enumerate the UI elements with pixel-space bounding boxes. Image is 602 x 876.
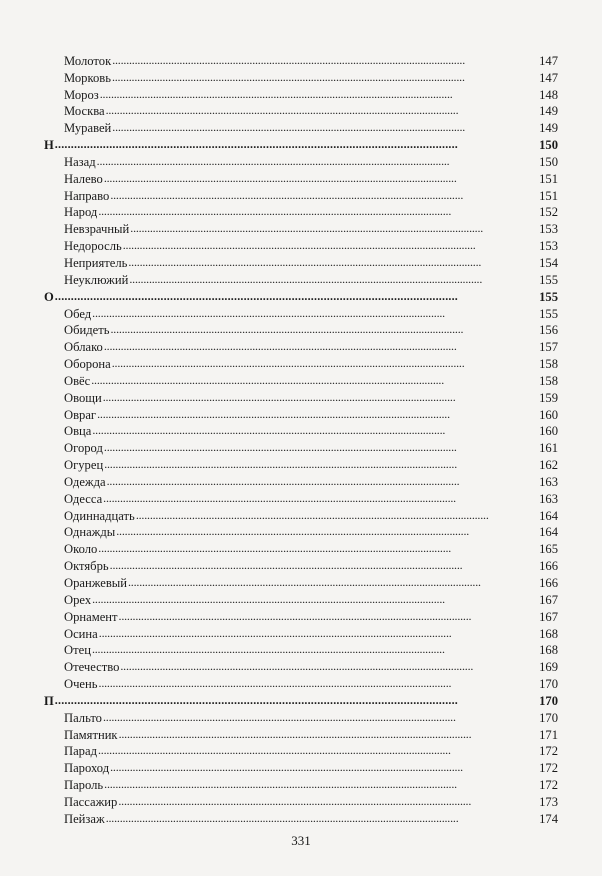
toc-entry-label: Пароль — [64, 778, 104, 793]
toc-entry-page: 158 — [539, 357, 558, 372]
toc-entry-page: 174 — [539, 811, 558, 826]
toc-entry — [44, 539, 558, 556]
toc-entry — [44, 792, 558, 809]
toc-section-heading — [44, 691, 558, 708]
toc-entry — [44, 219, 558, 236]
toc-entry-label: Огурец — [64, 458, 104, 473]
toc-entry — [44, 607, 558, 624]
dot-leader — [92, 424, 538, 438]
toc-entry-label: Пассажир — [64, 794, 118, 809]
dot-leader — [110, 761, 538, 775]
toc-section-heading — [44, 287, 558, 304]
toc-entry-label: Овощи — [64, 390, 102, 405]
dot-leader — [110, 559, 538, 573]
toc-entry-label: Октябрь — [64, 559, 109, 574]
toc-entry — [44, 102, 558, 119]
toc-entry — [44, 590, 558, 607]
toc-entry-label: Пейзаж — [64, 811, 105, 826]
dot-leader — [107, 475, 538, 489]
toc-entry-page: 170 — [539, 677, 558, 692]
toc-entry-label: Налево — [64, 171, 103, 186]
toc-entry — [44, 506, 558, 523]
toc-entry — [44, 85, 558, 102]
toc-entry-label: Одиннадцать — [64, 508, 135, 523]
dot-leader — [111, 323, 539, 337]
toc-entry — [44, 472, 558, 489]
toc-entry-label: П — [44, 693, 54, 708]
toc-entry-label: Одежда — [64, 474, 106, 489]
toc-entry-page: 158 — [539, 373, 558, 388]
toc-entry-label: Очень — [64, 677, 98, 692]
dot-leader — [104, 441, 538, 455]
toc-entry — [44, 388, 558, 405]
dot-leader — [104, 778, 538, 792]
toc-entry-page: 151 — [539, 171, 558, 186]
toc-entry — [44, 51, 558, 68]
toc-entry — [44, 152, 558, 169]
toc-entry-label: Москва — [64, 104, 105, 119]
toc-entry — [44, 270, 558, 287]
toc-entry-page: 155 — [539, 289, 558, 304]
toc-entry-label: Орнамент — [64, 609, 118, 624]
toc-entry-label: Неуклюжий — [64, 272, 129, 287]
dot-leader — [55, 290, 538, 304]
toc-entry-page: 149 — [539, 121, 558, 136]
toc-entry — [44, 304, 558, 321]
toc-entry — [44, 438, 558, 455]
toc-entry-label: Молоток — [64, 53, 112, 68]
dot-leader — [136, 509, 538, 523]
toc-entry — [44, 809, 558, 826]
toc-entry — [44, 118, 558, 135]
toc-entry — [44, 203, 558, 220]
dot-leader — [92, 307, 538, 321]
toc-entry-page: 167 — [539, 592, 558, 607]
toc-entry-label: Невзрачный — [64, 222, 130, 237]
toc-entry-label: Овца — [64, 424, 92, 439]
toc-entry — [44, 422, 558, 439]
toc-entry-page: 155 — [539, 306, 558, 321]
table-of-contents — [44, 51, 558, 826]
toc-entry-label: Орех — [64, 592, 92, 607]
toc-entry-page: 156 — [539, 323, 558, 338]
toc-entry-label: Памятник — [64, 727, 118, 742]
dot-leader — [99, 677, 539, 691]
toc-entry-page: 164 — [539, 508, 558, 523]
dot-leader — [110, 189, 538, 203]
toc-entry — [44, 573, 558, 590]
toc-entry-label: Обидеть — [64, 323, 110, 338]
toc-entry-label: Недоросль — [64, 239, 122, 254]
toc-entry-page: 168 — [539, 626, 558, 641]
dot-leader — [112, 71, 538, 85]
dot-leader — [103, 711, 538, 725]
dot-leader — [129, 273, 538, 287]
toc-entry-page: 167 — [539, 609, 558, 624]
toc-entry-label: Мороз — [64, 87, 99, 102]
dot-leader — [128, 576, 538, 590]
toc-entry — [44, 641, 558, 658]
toc-entry — [44, 371, 558, 388]
toc-entry — [44, 354, 558, 371]
dot-leader — [128, 256, 538, 270]
toc-entry-page: 163 — [539, 474, 558, 489]
toc-entry-label: О — [44, 289, 54, 304]
toc-entry-page: 148 — [539, 87, 558, 102]
page-number: 331 — [291, 833, 311, 848]
dot-leader — [112, 357, 538, 371]
dot-leader — [100, 88, 538, 102]
toc-entry — [44, 455, 558, 472]
toc-entry — [44, 236, 558, 253]
toc-entry-page: 170 — [539, 710, 558, 725]
toc-entry-label: Облако — [64, 340, 103, 355]
dot-leader — [104, 458, 538, 472]
dot-leader — [97, 155, 538, 169]
toc-entry — [44, 321, 558, 338]
toc-entry-label: Овёс — [64, 373, 91, 388]
toc-entry — [44, 674, 558, 691]
dot-leader — [98, 542, 538, 556]
toc-entry-label: Оранжевый — [64, 576, 127, 590]
toc-entry — [44, 253, 558, 270]
dot-leader — [123, 239, 538, 253]
dot-leader — [106, 812, 538, 826]
toc-entry — [44, 186, 558, 203]
toc-entry-page: 149 — [539, 104, 558, 119]
dot-leader — [98, 744, 538, 758]
toc-entry-label: Пальто — [64, 710, 102, 725]
toc-entry-page: 160 — [539, 424, 558, 439]
toc-entry-label: Огород — [64, 441, 103, 456]
toc-entry-page: 154 — [539, 255, 558, 270]
toc-entry-label: Около — [64, 542, 98, 557]
toc-entry-page: 163 — [539, 491, 558, 506]
dot-leader — [92, 643, 538, 657]
dot-leader — [120, 660, 538, 674]
toc-entry — [44, 169, 558, 186]
toc-entry-page: 153 — [539, 239, 558, 254]
toc-entry-page: 150 — [539, 138, 558, 153]
toc-entry-label: Направо — [64, 188, 110, 203]
toc-entry-page: 153 — [539, 222, 558, 237]
dot-leader — [92, 593, 538, 607]
toc-entry-page: 159 — [539, 390, 558, 405]
toc-entry — [44, 337, 558, 354]
toc-entry-page: 168 — [539, 643, 558, 658]
toc-entry-label: Н — [44, 138, 54, 153]
toc-entry-page: 172 — [539, 761, 558, 776]
toc-entry — [44, 556, 558, 573]
dot-leader — [103, 492, 538, 506]
toc-section-heading — [44, 135, 558, 152]
dot-leader — [99, 627, 538, 641]
dot-leader — [98, 205, 538, 219]
toc-entry-label: Муравей — [64, 121, 112, 136]
toc-entry — [44, 708, 558, 725]
toc-entry-page: 147 — [539, 53, 558, 68]
dot-leader — [119, 610, 539, 624]
dot-leader — [106, 104, 539, 118]
toc-entry-page: 170 — [539, 693, 558, 708]
toc-entry-label: Отец — [64, 643, 91, 658]
toc-entry-label: Осина — [64, 626, 98, 641]
toc-entry-page: 151 — [539, 188, 558, 203]
toc-entry-label: Народ — [64, 205, 98, 220]
dot-leader — [119, 728, 539, 742]
toc-entry-page: 166 — [539, 576, 558, 590]
toc-entry-label: Однажды — [64, 525, 116, 540]
toc-entry-page: 161 — [539, 441, 558, 456]
toc-entry-label: Одесса — [64, 491, 103, 506]
toc-entry-page: 150 — [539, 154, 558, 169]
toc-entry — [44, 742, 558, 759]
toc-entry — [44, 489, 558, 506]
dot-leader — [118, 795, 538, 809]
toc-entry-page: 155 — [539, 272, 558, 287]
toc-entry-page: 169 — [539, 660, 558, 675]
dot-leader — [112, 54, 538, 68]
dot-leader — [103, 391, 538, 405]
dot-leader — [104, 340, 538, 354]
toc-entry-page: 165 — [539, 542, 558, 557]
dot-leader — [130, 222, 538, 236]
dot-leader — [55, 694, 538, 708]
dot-leader — [116, 525, 538, 539]
toc-entry-page: 173 — [539, 794, 558, 809]
toc-entry — [44, 758, 558, 775]
toc-entry-page: 147 — [539, 70, 558, 85]
toc-entry-label: Назад — [64, 154, 96, 169]
toc-entry-page: 160 — [539, 407, 558, 422]
toc-entry — [44, 624, 558, 641]
toc-entry-page: 172 — [539, 778, 558, 793]
toc-entry-label: Парад — [64, 744, 97, 759]
dot-leader — [104, 172, 538, 186]
toc-entry-page: 171 — [539, 727, 558, 742]
toc-entry-label: Морковь — [64, 70, 111, 85]
toc-entry — [44, 68, 558, 85]
toc-entry — [44, 775, 558, 792]
dot-leader — [97, 408, 538, 422]
toc-entry-page: 157 — [539, 340, 558, 355]
toc-entry-page: 162 — [539, 458, 558, 473]
toc-entry-label: Неприятель — [64, 255, 128, 270]
dot-leader — [91, 374, 538, 388]
dot-leader — [55, 138, 538, 152]
toc-entry-page: 172 — [539, 744, 558, 759]
toc-entry-label: Обед — [64, 306, 92, 321]
toc-entry-page: 164 — [539, 525, 558, 540]
toc-entry — [44, 523, 558, 540]
toc-entry-label: Пароход — [64, 761, 110, 776]
toc-entry — [44, 657, 558, 674]
toc-entry-page: 166 — [539, 559, 558, 574]
toc-entry-label: Отечество — [64, 660, 120, 675]
toc-entry-label: Оборона — [64, 357, 111, 372]
toc-entry — [44, 405, 558, 422]
toc-entry-label: Овраг — [64, 407, 97, 422]
toc-entry — [44, 725, 558, 742]
dot-leader — [112, 121, 538, 135]
toc-entry-page: 152 — [539, 205, 558, 220]
